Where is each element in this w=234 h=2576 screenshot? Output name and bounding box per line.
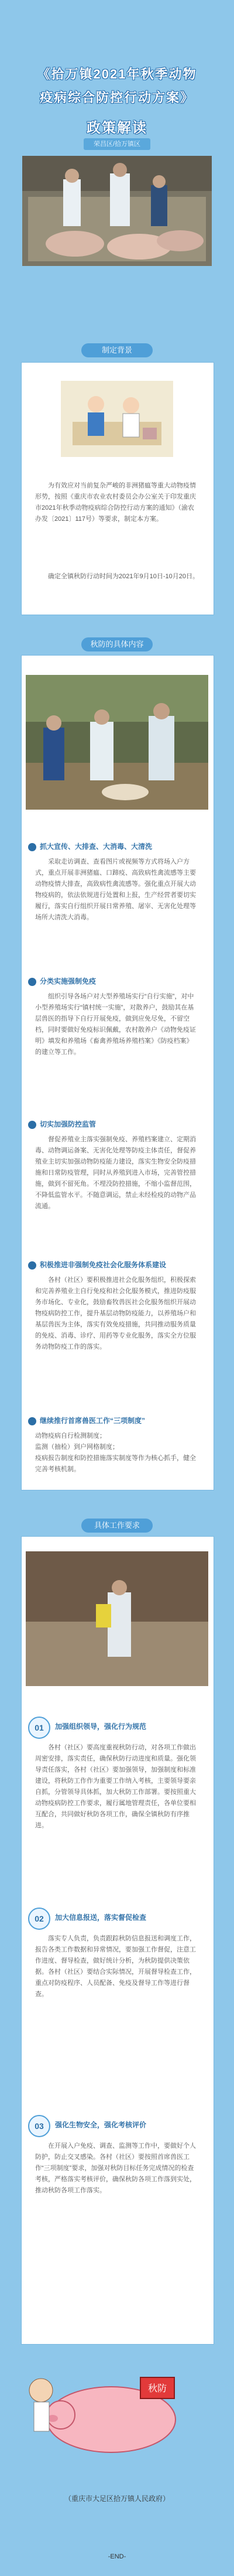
bullet-icon bbox=[28, 1417, 36, 1425]
background-para-1: 为有效应对当前复杂严峻的非洲猪瘟等重大动物疫情形势，按照《重庆市农业农村委员会办公室关于印发重庆市2021年秋季动物疫病综合防控行动方案的通知》（渝农办发〔2021〕117号）等要求，制定本方案。 bbox=[35, 482, 196, 523]
requirements-photo bbox=[26, 1551, 208, 1686]
content-item-1-text: 采取走访调查、查看图片或视频等方式将场入户方式，重点开展非洲猪瘟、口蹄疫、高致病性禽流感等主要动物疫情大排查，高致病性禽流感等。强化重点开展大动物疫病的，依法依规进行处置和上报，生产经营者要切实履行，落实自行组织开展日常养殖、屠宰、无害化处理等场所大清洗大消毒。 bbox=[35, 858, 196, 921]
requirement-3-text: 在开展入户免疫、调查、监测等工作中，要做好个人防护，防止交叉感染。各村（社区）要按照首席兽医工作“三项制度”要求，加强对秋防目标任务完成情况的检查考核，严格落实考核评价，确保秋防各项工作落到实处，推动秋防各项工作落实。 bbox=[35, 2142, 196, 2194]
title-line-2: 疫病综合防控行动方案》 bbox=[39, 90, 194, 105]
number-2-icon: 02 bbox=[28, 1908, 50, 1930]
illustration-photo bbox=[61, 381, 173, 457]
content-item-1-head: 抓大宣传、大排查、大消毒、大清洗 bbox=[28, 841, 204, 851]
pig-stamp-illustration bbox=[23, 2361, 211, 2461]
title-line-1: 《拾万镇2021年秋季动物 bbox=[37, 67, 197, 81]
header-photo bbox=[22, 156, 212, 266]
footer-illustration bbox=[23, 2361, 211, 2461]
disinfection-image bbox=[26, 1551, 208, 1686]
title-line-3: 政策解读 bbox=[87, 120, 147, 136]
vaccination-image bbox=[26, 675, 208, 810]
requirement-1-head: 01 加强组织领导，强化行为规范 bbox=[28, 1717, 204, 1736]
content-item-3-head: 切实加强防控监管 bbox=[28, 1119, 204, 1129]
background-para-2: 确定全镇秋防行动时间为2021年9月10日-10月20日。 bbox=[48, 573, 199, 580]
bullet-icon bbox=[28, 843, 36, 851]
section-tag-content: 秋防的具体内容 bbox=[81, 637, 153, 651]
bullet-icon bbox=[28, 1121, 36, 1129]
bullet-icon bbox=[28, 1261, 36, 1270]
content-photo bbox=[26, 675, 208, 810]
section-tag-requirements: 具体工作要求 bbox=[81, 1519, 153, 1533]
title-block bbox=[0, 0, 234, 158]
vet-illustration-image bbox=[61, 381, 173, 457]
requirement-2-head: 02 加大信息报送，落实督促检查 bbox=[28, 1908, 204, 1927]
stamp-text: 秋防 bbox=[147, 2384, 167, 2394]
requirement-2-text: 落实专人负责，负责跟踪秋防信息报送和调度工作，报告各类工作数据和异常情况，要加强工作督促，注意工作进度、督导检查，做好统计分析，为秋防提供决策依据。各村（社区）要结合实际情况，开展督导检查工作，重点对防疫程序、人员配备、免疫及督导工作等进行督查。 bbox=[35, 1935, 196, 1998]
content-item-2-text: 组织引导各场户对大型养殖场实行“自行实施”，对中小型养殖场实行“镇村统一实施”，对散养户，鼓励其在基层兽医的指导下自行开展免疫，做到应免尽免，不留空档，同时要做好免疫标识佩戴，农村散养户《动物免疫证明》填发和养殖场《畜禽养殖场养殖档案》《防疫档案》的建立等工作。 bbox=[35, 993, 196, 1056]
content-item-3-text: 督促养殖业主落实强制免疫、养殖档案建立、定期消毒、动物调运备案、无害化处理等防疫主体责任，督促养殖业主切实加强动物防疫能力建设，落实生物安全防疫措施和日常防疫管理，同时从养殖到进入市场，完善管控措施，做到不留死角。不埋没防控措施，不缩小监督范围，不降低监管水平。不随意调运，禁止未经检疫的动物产品流通。 bbox=[35, 1136, 196, 1210]
footer-credit: （重庆市大足区拾万镇人民政府） bbox=[64, 2495, 170, 2503]
bullet-icon bbox=[28, 978, 36, 986]
section-tag-background: 制定背景 bbox=[81, 343, 153, 357]
content-item-4-head: 积极推进非强制免疫社会化服务体系建设 bbox=[28, 1260, 204, 1270]
content-item-5-head: 继续推行首席兽医工作“三项制度” bbox=[28, 1415, 204, 1425]
content-item-2-head: 分类实施强制免疫 bbox=[28, 976, 204, 986]
content-item-4-text: 各村（社区）要积极推进社会化服务组织，积极探索和完善养殖业主自行免疫和社会化服务模式，推进防疫服务市场化、专业化，鼓励畜牧兽医社会化服务组织开展动物疫病防控工作，提升基层动物防疫能力，以养殖场户和基层兽医为主体，落实有效免疫措施，共同推动服务质量的免疫、消毒、诊疗、用药等专业化服务，落实全方位服务动物防疫工作的落实。 bbox=[35, 1277, 196, 1350]
requirement-1-text: 各村（社区）要高度重视秋防行动，对各项工作做出周密安排，落实责任，确保秋防行动进度和质量。强化领导责任落实，各村（社区）要加强领导，加强制度和标准建设，将秋防工作作为重要工作纳入考核，主要领导要亲自抓，分管领导具体抓，加大秋防工作部署。要按照重大动物疫病防控工作要求，履行属地管理责任，各单位要相互配合，共同做好秋防各项工作，确保全镇秋防有序推进。 bbox=[35, 1744, 196, 1829]
requirement-3-head: 03 强化生物安全，强化考核评价 bbox=[28, 2115, 204, 2135]
source-tag: 荣昌区/拾万镇区 bbox=[84, 138, 150, 150]
number-1-icon: 01 bbox=[28, 1717, 50, 1739]
footer-end: -END- bbox=[108, 2553, 126, 2560]
content-item-5-text: 动物疫病自行检测制度； 监测（抽检）到户网格制度； 疫病报告制度和防控措施落实制度等作为核心抓手，健全完善考核机制。 bbox=[35, 1432, 196, 1473]
pig-inspection-image bbox=[22, 156, 212, 266]
number-3-icon: 03 bbox=[28, 2115, 50, 2137]
